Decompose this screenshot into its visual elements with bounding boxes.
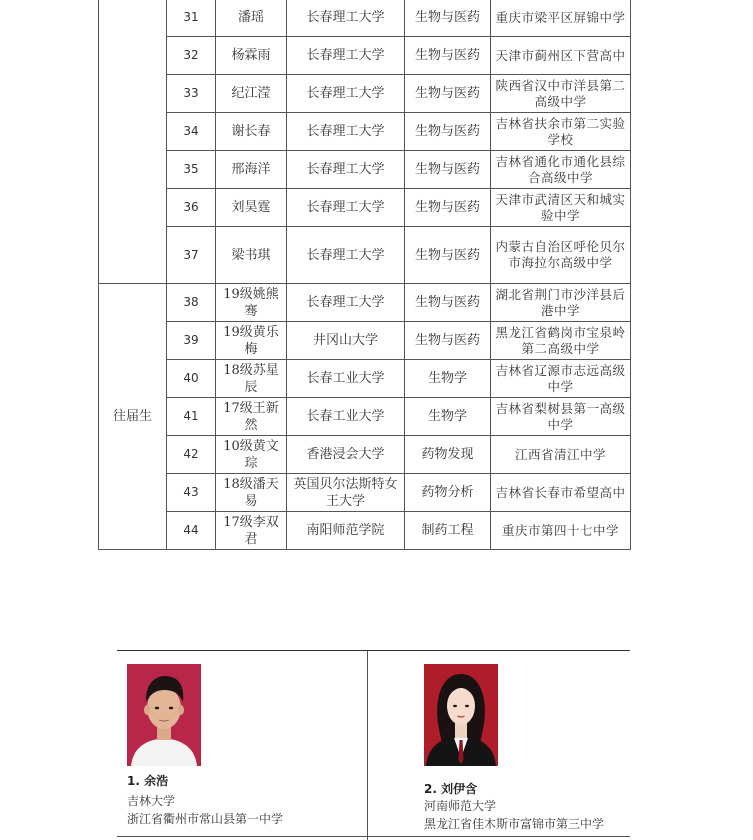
student-name: 17级王新然 (216, 398, 287, 436)
student-name: 18级潘天易 (216, 474, 287, 512)
major: 生物与医药 (405, 189, 491, 227)
row-number: 40 (167, 360, 216, 398)
row-number: 35 (167, 151, 216, 189)
profile-photo-2 (424, 664, 498, 766)
student-name: 10级黄文琮 (216, 436, 287, 474)
group-cell-blank (99, 0, 167, 284)
major: 生物学 (405, 398, 491, 436)
major: 生物与医药 (405, 227, 491, 284)
table-row (99, 37, 631, 75)
row-number: 41 (167, 398, 216, 436)
major: 药物分析 (405, 474, 491, 512)
table-row (99, 227, 631, 284)
major: 生物与医药 (405, 75, 491, 113)
profile-photo-1 (127, 664, 201, 766)
high-school: 陕西省汉中市洋县第二高级中学 (491, 75, 631, 113)
university: 长春理工大学 (287, 227, 405, 284)
student-name: 18级苏星辰 (216, 360, 287, 398)
university: 井冈山大学 (287, 322, 405, 360)
student-name: 潘瑶 (216, 0, 287, 37)
university: 南阳师范学院 (287, 512, 405, 550)
university: 长春理工大学 (287, 113, 405, 151)
row-number: 34 (167, 113, 216, 151)
high-school: 黑龙江省鹤岗市宝泉岭第二高级中学 (491, 322, 631, 360)
admissions-table (98, 0, 631, 550)
row-number: 44 (167, 512, 216, 550)
student-name: 17级李双君 (216, 512, 287, 550)
table-row (99, 322, 631, 360)
major: 生物与医药 (405, 0, 491, 37)
high-school: 天津市武清区天和城实验中学 (491, 189, 631, 227)
table-row (99, 436, 631, 474)
student-name: 谢长春 (216, 113, 287, 151)
row-number: 36 (167, 189, 216, 227)
major: 生物与医药 (405, 113, 491, 151)
major: 药物发现 (405, 436, 491, 474)
university: 长春理工大学 (287, 151, 405, 189)
major: 生物与医药 (405, 322, 491, 360)
high-school: 吉林省辽源市志远高级中学 (491, 360, 631, 398)
row-number: 32 (167, 37, 216, 75)
table-row (99, 398, 631, 436)
portrait-male-image (127, 664, 201, 766)
row-number: 38 (167, 284, 216, 322)
university: 长春理工大学 (287, 0, 405, 37)
profiles-bottom-rule (117, 836, 630, 837)
student-name: 杨霖雨 (216, 37, 287, 75)
major: 生物与医药 (405, 284, 491, 322)
table-row (99, 474, 631, 512)
profile-2-university: 河南师范大学 (424, 799, 497, 813)
university: 长春理工大学 (287, 37, 405, 75)
university: 长春理工大学 (287, 189, 405, 227)
profiles-top-rule (117, 650, 630, 651)
row-number: 43 (167, 474, 216, 512)
profile-1-school: 浙江省衢州市常山县第一中学 (127, 812, 284, 826)
profile-1-title: 1. 余浩 (127, 774, 169, 788)
major: 生物学 (405, 360, 491, 398)
admissions-table-body (99, 0, 631, 550)
table-row (99, 113, 631, 151)
profiles-column-divider (367, 651, 368, 840)
student-name: 纪江滢 (216, 75, 287, 113)
profile-2-title: 2. 刘伊含 (424, 782, 478, 796)
student-name: 19级黄乐梅 (216, 322, 287, 360)
table-row (99, 360, 631, 398)
student-name: 邢海洋 (216, 151, 287, 189)
university: 长春理工大学 (287, 284, 405, 322)
university: 长春工业大学 (287, 398, 405, 436)
university: 英国贝尔法斯特女王大学 (287, 474, 405, 512)
high-school: 吉林省梨树县第一高级中学 (491, 398, 631, 436)
row-number: 42 (167, 436, 216, 474)
table-row (99, 284, 631, 322)
major: 生物与医药 (405, 37, 491, 75)
table-row (99, 75, 631, 113)
row-number: 37 (167, 227, 216, 284)
table-row (99, 189, 631, 227)
university: 长春工业大学 (287, 360, 405, 398)
table-row (99, 512, 631, 550)
major: 制药工程 (405, 512, 491, 550)
student-name: 刘昊霆 (216, 189, 287, 227)
high-school: 吉林省扶余市第二实验学校 (491, 113, 631, 151)
high-school: 吉林省通化市通化县综合高级中学 (491, 151, 631, 189)
previous-graduates-label: 往届生 (99, 284, 167, 550)
major: 生物与医药 (405, 151, 491, 189)
high-school: 重庆市梁平区屏锦中学 (491, 0, 631, 37)
row-number: 39 (167, 322, 216, 360)
high-school: 湖北省荆门市沙洋县后港中学 (491, 284, 631, 322)
high-school: 江西省清江中学 (491, 436, 631, 474)
high-school: 吉林省长春市希望高中 (491, 474, 631, 512)
profile-2-school: 黑龙江省佳木斯市富锦市第三中学 (424, 817, 605, 831)
table-row (99, 151, 631, 189)
row-number: 31 (167, 0, 216, 37)
portrait-female-image (424, 664, 498, 766)
table-row (99, 0, 631, 37)
profile-1-university: 吉林大学 (127, 794, 176, 808)
student-name: 19级姚熊骞 (216, 284, 287, 322)
university: 长春理工大学 (287, 75, 405, 113)
row-number: 33 (167, 75, 216, 113)
university: 香港浸会大学 (287, 436, 405, 474)
high-school: 天津市蓟州区下营高中 (491, 37, 631, 75)
high-school: 重庆市第四十七中学 (491, 512, 631, 550)
high-school: 内蒙古自治区呼伦贝尔市海拉尔高级中学 (491, 227, 631, 284)
student-name: 梁书琪 (216, 227, 287, 284)
